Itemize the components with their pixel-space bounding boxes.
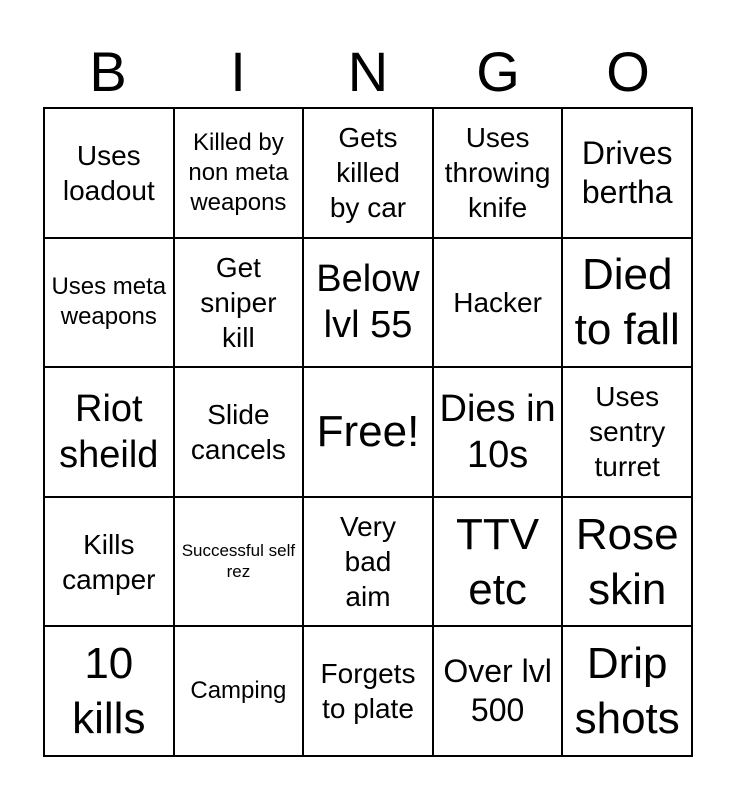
bingo-cell[interactable] bbox=[175, 109, 305, 239]
header-letter-i: I bbox=[230, 40, 246, 103]
bingo-cell[interactable] bbox=[434, 239, 564, 369]
bingo-cell[interactable] bbox=[45, 368, 175, 498]
bingo-cell[interactable] bbox=[45, 627, 175, 757]
cell-text: Hacker bbox=[453, 286, 542, 318]
cell-text: Drip shots bbox=[574, 639, 680, 744]
cell-text: Below lvl 55 bbox=[316, 258, 420, 347]
cell-text: Slide cancels bbox=[190, 398, 286, 465]
header-letter-g: G bbox=[476, 40, 520, 103]
cell-text: Drives bertha bbox=[581, 134, 673, 210]
bingo-cell[interactable] bbox=[45, 239, 175, 369]
cell-text: Uses loadout bbox=[62, 139, 155, 206]
bingo-cell[interactable] bbox=[434, 368, 564, 498]
bingo-cell[interactable] bbox=[304, 498, 434, 628]
bingo-cell[interactable] bbox=[563, 239, 693, 369]
bingo-cell[interactable] bbox=[175, 498, 305, 628]
bingo-cell[interactable] bbox=[304, 239, 434, 369]
bingo-cell[interactable] bbox=[563, 368, 693, 498]
cell-text: Forgets to plate bbox=[320, 658, 416, 725]
cell-text: Get sniper kill bbox=[200, 251, 277, 353]
cell-text: Over lvl 500 bbox=[443, 653, 552, 729]
cell-text: Died to fall bbox=[574, 250, 680, 355]
bingo-cell[interactable] bbox=[304, 627, 434, 757]
cell-text: Successful self rez bbox=[181, 541, 296, 581]
header-letter-b: B bbox=[89, 40, 127, 103]
cell-text: TTV etc bbox=[456, 509, 540, 614]
bingo-cell free-space[interactable] bbox=[304, 368, 434, 498]
bingo-cell[interactable] bbox=[45, 498, 175, 628]
cell-text: Free! bbox=[316, 407, 420, 457]
bingo-cell[interactable] bbox=[563, 627, 693, 757]
bingo-cell[interactable] bbox=[175, 239, 305, 369]
cell-text: Rose skin bbox=[575, 509, 679, 614]
bingo-cell[interactable] bbox=[434, 627, 564, 757]
cell-text: Camping bbox=[190, 677, 287, 705]
bingo-cell[interactable] bbox=[175, 368, 305, 498]
cell-text: Gets killed by car bbox=[329, 122, 407, 224]
cell-text: Kills camper bbox=[62, 528, 156, 595]
cell-text: Killed by non meta weapons bbox=[188, 128, 289, 216]
cell-text: Very bad aim bbox=[339, 511, 396, 613]
bingo-header bbox=[43, 40, 693, 104]
bingo-cell[interactable] bbox=[434, 498, 564, 628]
cell-text: Uses sentry turret bbox=[589, 381, 666, 483]
bingo-cell[interactable] bbox=[434, 109, 564, 239]
header-letter-n: N bbox=[347, 40, 389, 103]
bingo-cell[interactable] bbox=[563, 109, 693, 239]
bingo-cell[interactable] bbox=[175, 627, 305, 757]
bingo-cell[interactable] bbox=[45, 109, 175, 239]
bingo-card bbox=[43, 107, 693, 757]
header-letter-o: O bbox=[606, 40, 650, 103]
cell-text: Dies in 10s bbox=[439, 387, 556, 476]
cell-text: Uses throwing knife bbox=[444, 122, 551, 224]
bingo-cell[interactable] bbox=[304, 109, 434, 239]
cell-text: 10 kills bbox=[72, 639, 146, 744]
bingo-cell[interactable] bbox=[563, 498, 693, 628]
cell-text: Uses meta weapons bbox=[51, 273, 167, 331]
cell-text: Riot sheild bbox=[59, 387, 159, 476]
